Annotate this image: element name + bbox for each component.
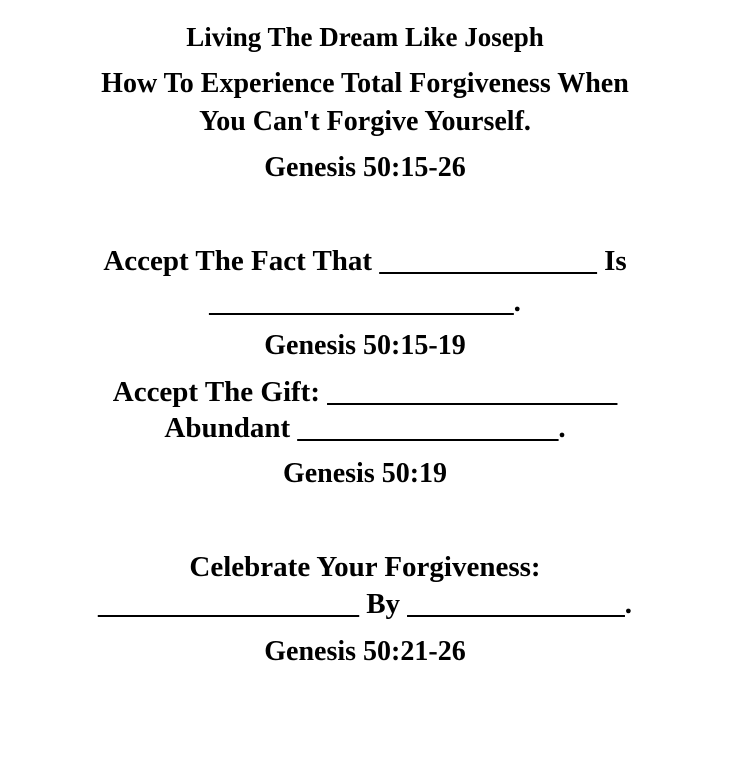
point-2-line-1: Accept The Gift: ____________________: [112, 376, 618, 408]
main-scripture-reference: Genesis 50:15-26: [264, 152, 466, 183]
point-3-scripture-reference: Genesis 50:21-26: [264, 636, 466, 667]
point-2-scripture-reference: Genesis 50:19: [282, 458, 448, 489]
point-3-line-1: Celebrate Your Forgiveness:: [189, 551, 541, 583]
point-1-line-1: Accept The Fact That _______________ Is: [103, 245, 627, 277]
series-title: Living The Dream Like Joseph: [186, 22, 544, 52]
point-1-line-2: _____________________.: [209, 286, 521, 318]
sermon-title-line-1: How To Experience Total Forgiveness When: [101, 68, 629, 99]
point-2-line-2: Abundant __________________.: [164, 412, 566, 444]
point-3-line-2: __________________ By _______________.: [97, 588, 633, 620]
sermon-title-line-2: You Can't Forgive Yourself.: [199, 106, 531, 137]
point-1-scripture-reference: Genesis 50:15-19: [264, 330, 466, 361]
